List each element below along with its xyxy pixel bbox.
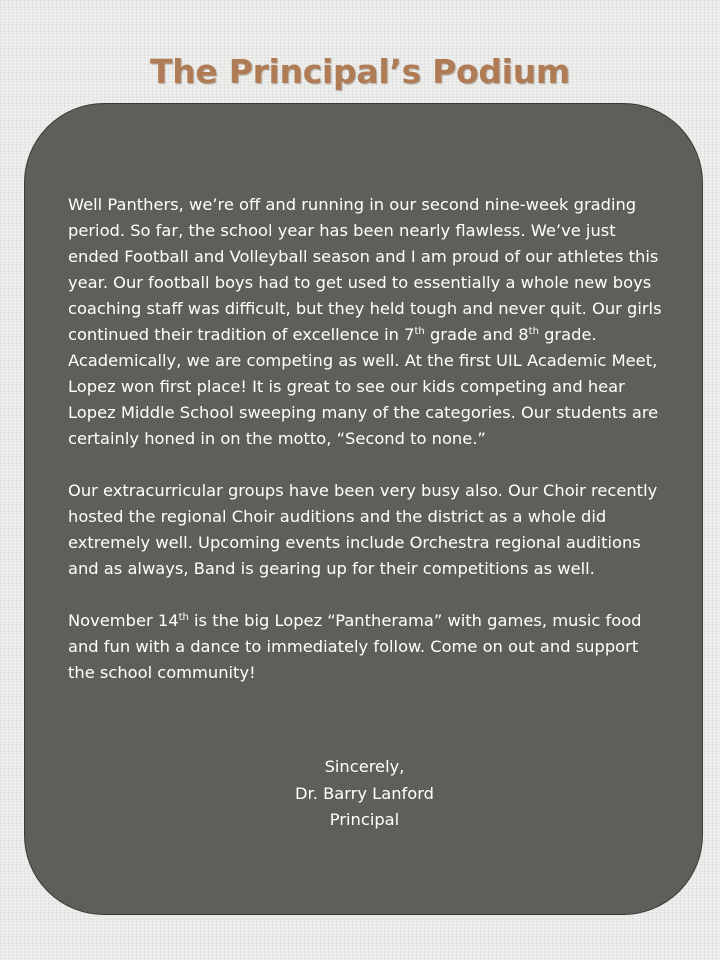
signature-closing: Sincerely, bbox=[324, 757, 405, 776]
paragraph-text: Well Panthers, we’re off and running in our second nine-week grading period. So far, the school year has been nearly flawless. We’ve just ended Football and Volleyball season and I am proud of our athletes this year. Our football boys had to get used to essentially a whole new boys coaching staff was difficult, but they held tough and never quit. Our girls continued their tradition of excellence in 7 bbox=[68, 195, 662, 344]
paragraph-text: is the big Lopez “Pantherama” with games, music food and fun with a dance to immediately follow. Come on out and support the school community! bbox=[68, 611, 642, 682]
letter-body bbox=[68, 192, 668, 686]
paragraph-athletics-academics bbox=[68, 192, 668, 452]
ordinal-suffix: th bbox=[414, 326, 425, 337]
page-title: The Principal’s Podium bbox=[150, 52, 570, 91]
paragraph-pantherama bbox=[68, 608, 668, 686]
paragraph-text: grade and 8 bbox=[424, 325, 529, 344]
paragraph-extracurricular: Our extracurricular groups have been very busy also. Our Choir recently hosted the regional Choir auditions and the district as a whole did extremely well. Upcoming events include Orchestra regional auditions and as always, Band is gearing up for their competitions as well. bbox=[68, 481, 658, 578]
paragraph-text: November 14 bbox=[68, 611, 179, 630]
ordinal-suffix: th bbox=[528, 326, 539, 337]
letter-panel bbox=[24, 103, 703, 915]
signature-role: Principal bbox=[329, 810, 400, 829]
signature-name: Dr. Barry Lanford bbox=[295, 783, 434, 803]
signature-block bbox=[25, 754, 704, 834]
paragraph-text: grade. Academically, we are competing as well. At the first UIL Academic Meet, Lopez won first place! It is great to see our kids competing and hear Lopez Middle School sweeping many of the categories. Our students are certainly honed in on the motto, “Second to none.” bbox=[68, 325, 659, 448]
ordinal-suffix: th bbox=[178, 612, 189, 623]
